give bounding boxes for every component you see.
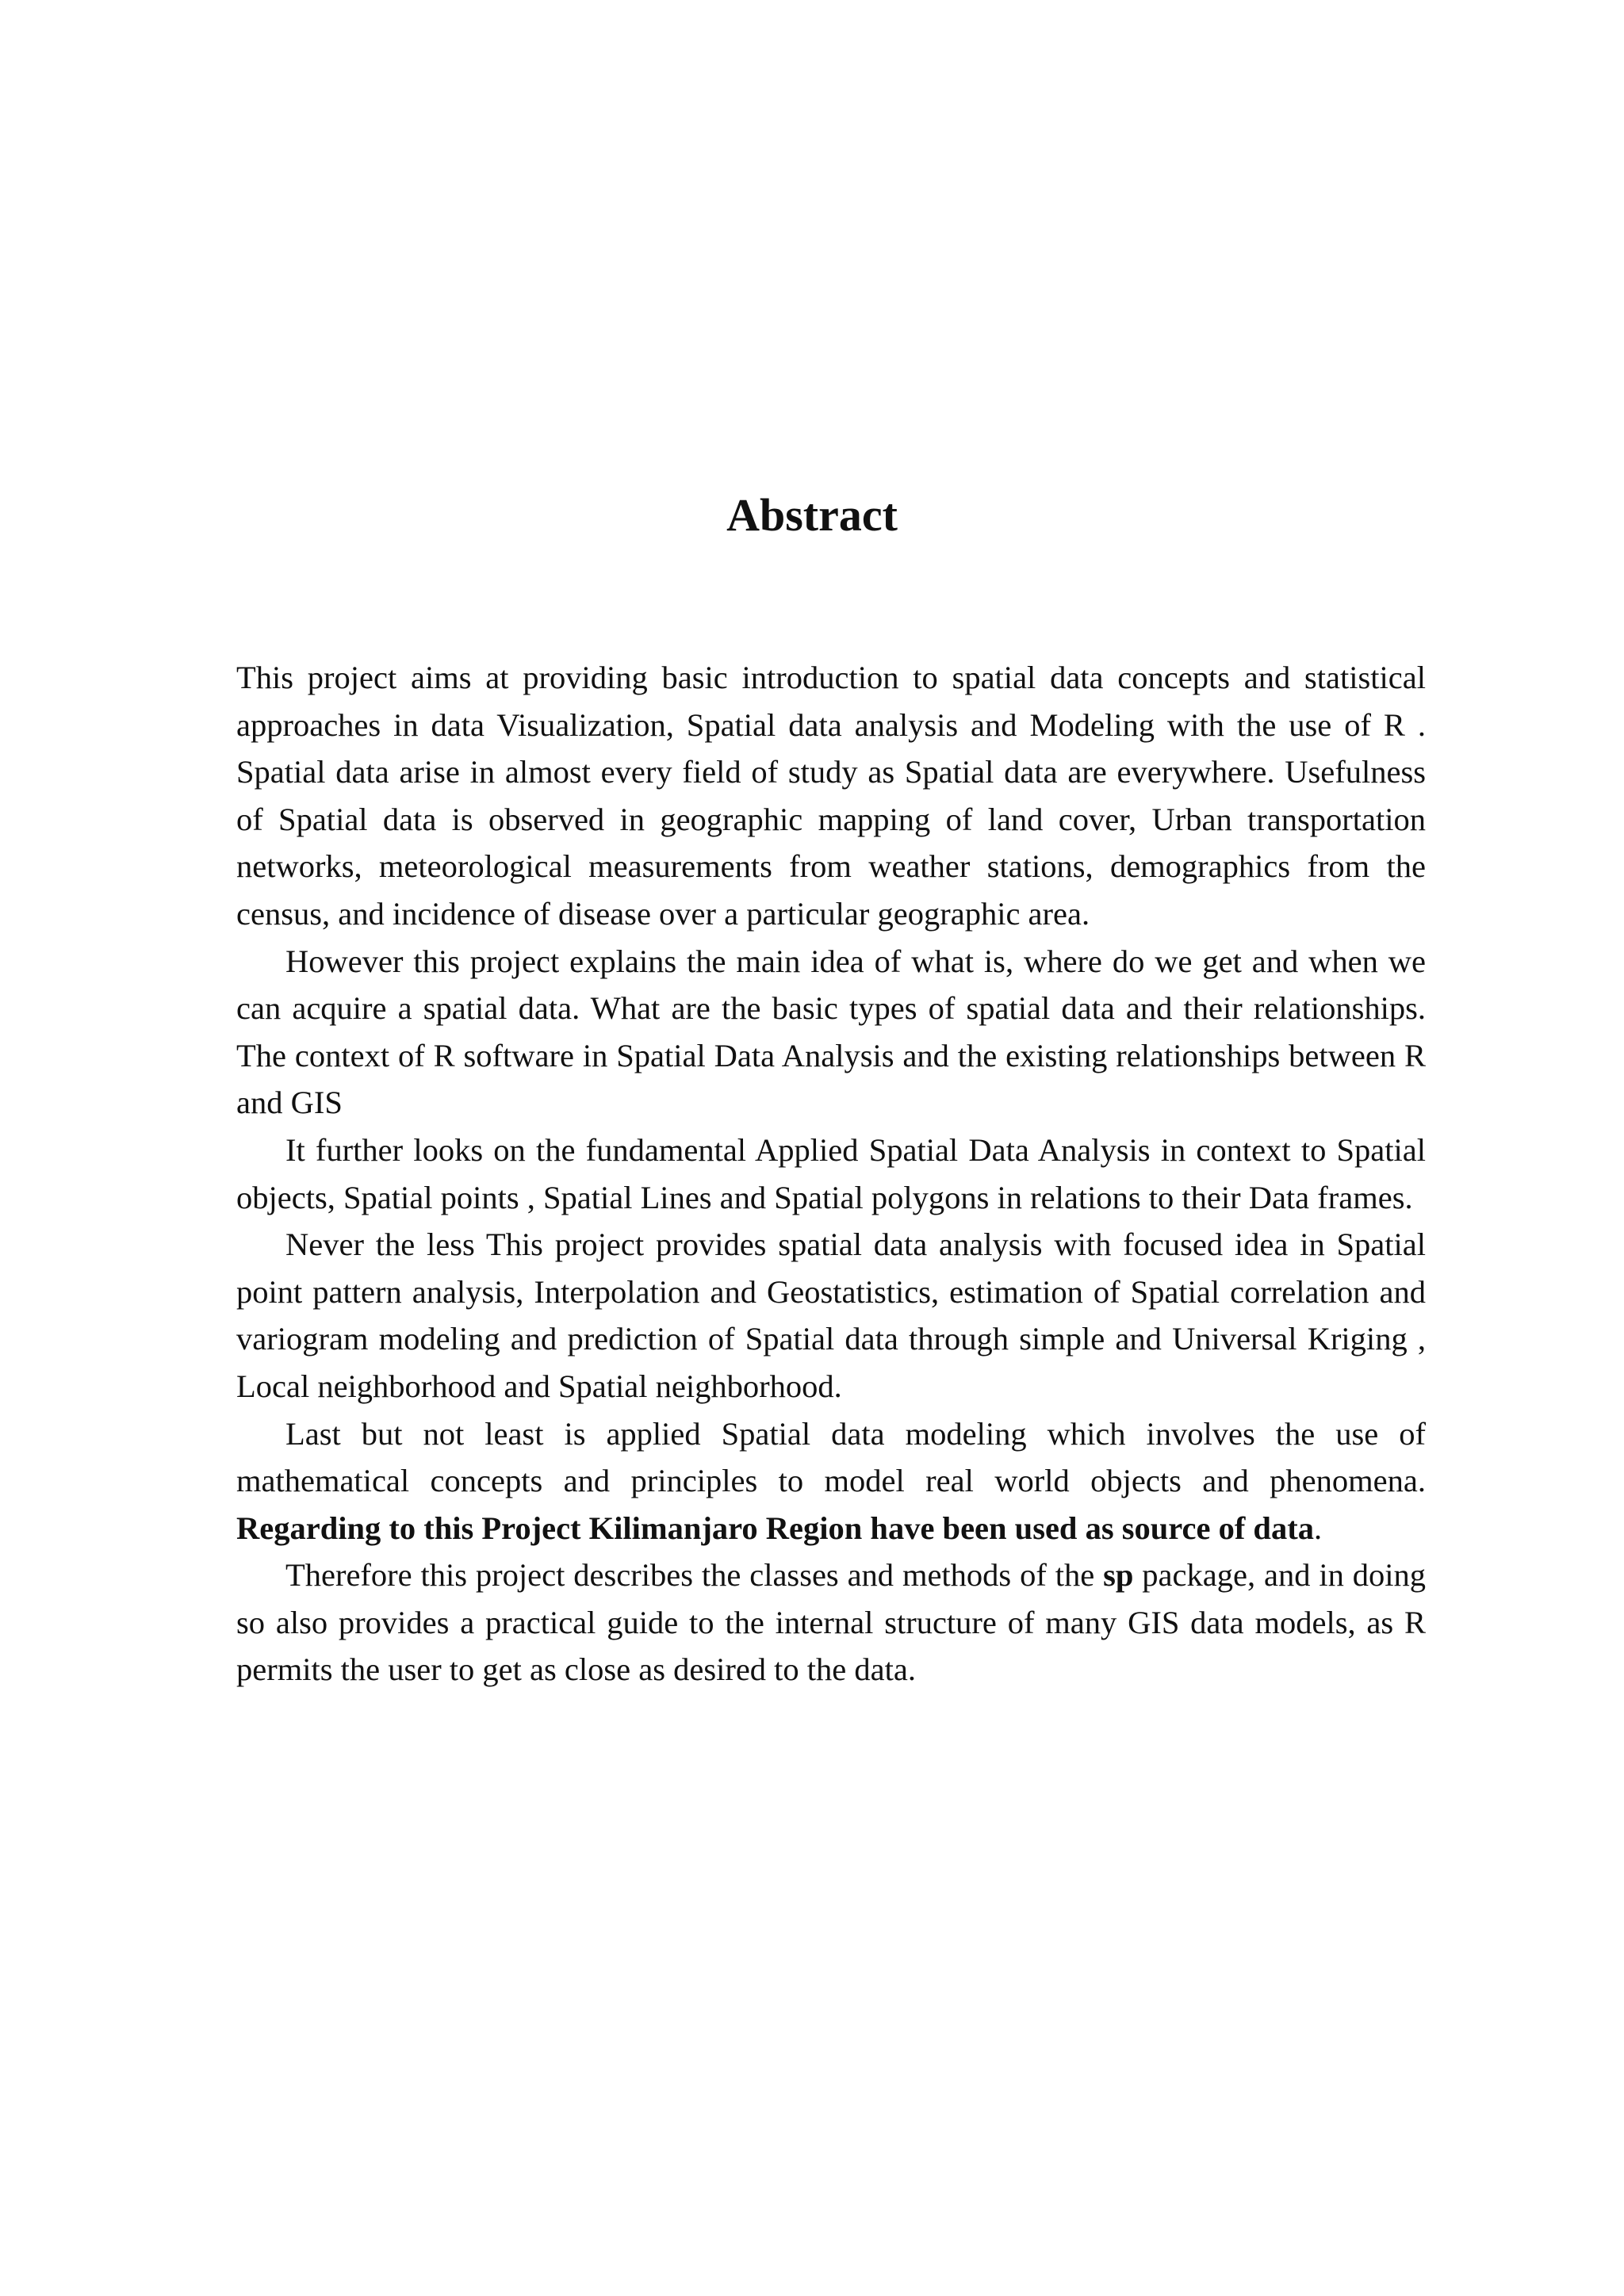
abstract-paragraph-1: This project aims at providing basic introduction to spatial data concepts and statistical approaches in data Visualization, Spatial data analysis and Modeling with the use of R . Spatial data arise in almost every field of study as Spatial data are everywhere. Usefulness of Spatial data is observed in geographic mapping of land cover, Urban transportation networks, meteorological measurements from weather stations, demographics from the census, and incidence of disease over a particular geographic area. bbox=[236, 660, 1426, 932]
paragraph-6-text: Therefore this project describes the classes and methods of the bbox=[285, 1557, 1104, 1594]
paragraph-5-bold-text: Regarding to this Project Kilimanjaro Region have been used as source of data bbox=[236, 1510, 1314, 1546]
abstract-paragraph-6 bbox=[236, 1552, 1426, 1693]
paragraph-6-end: package, and in doing so also provides a practical guide to the internal structure of many GIS data models, as R permits the user to get as close as desired to the data. bbox=[236, 1557, 1426, 1688]
abstract-body bbox=[236, 654, 1426, 1693]
abstract-paragraph-4: Never the less This project provides spatial data analysis with focused idea in Spatial point pattern analysis, Interpolation and Geostatistics, estimation of Spatial correlation and variogram modeling and prediction of Spatial data through simple and Universal Kriging , Local neighborhood and Spatial neighborhood. bbox=[236, 1226, 1426, 1404]
page-title: Abstract bbox=[726, 489, 898, 541]
abstract-paragraph-2: However this project explains the main idea of what is, where do we get and when we can acquire a spatial data. What are the basic types of spatial data and their relationships. The context of R software in Spatial Data Analysis and the existing relationships between R and GIS bbox=[236, 943, 1426, 1121]
abstract-paragraph-3: It further looks on the fundamental Applied Spatial Data Analysis in context to Spatial objects, Spatial points , Spatial Lines and Spatial polygons in relations to their Data frames. bbox=[236, 1131, 1426, 1215]
paragraph-5-end: . bbox=[1313, 1510, 1323, 1546]
sp-package-name: sp bbox=[1103, 1557, 1134, 1594]
abstract-paragraph-5 bbox=[236, 1410, 1426, 1552]
paragraph-5-text: Last but not least is applied Spatial data modeling which involves the use of mathematical concepts and principles to model real world objects and phenomena. bbox=[236, 1415, 1426, 1499]
